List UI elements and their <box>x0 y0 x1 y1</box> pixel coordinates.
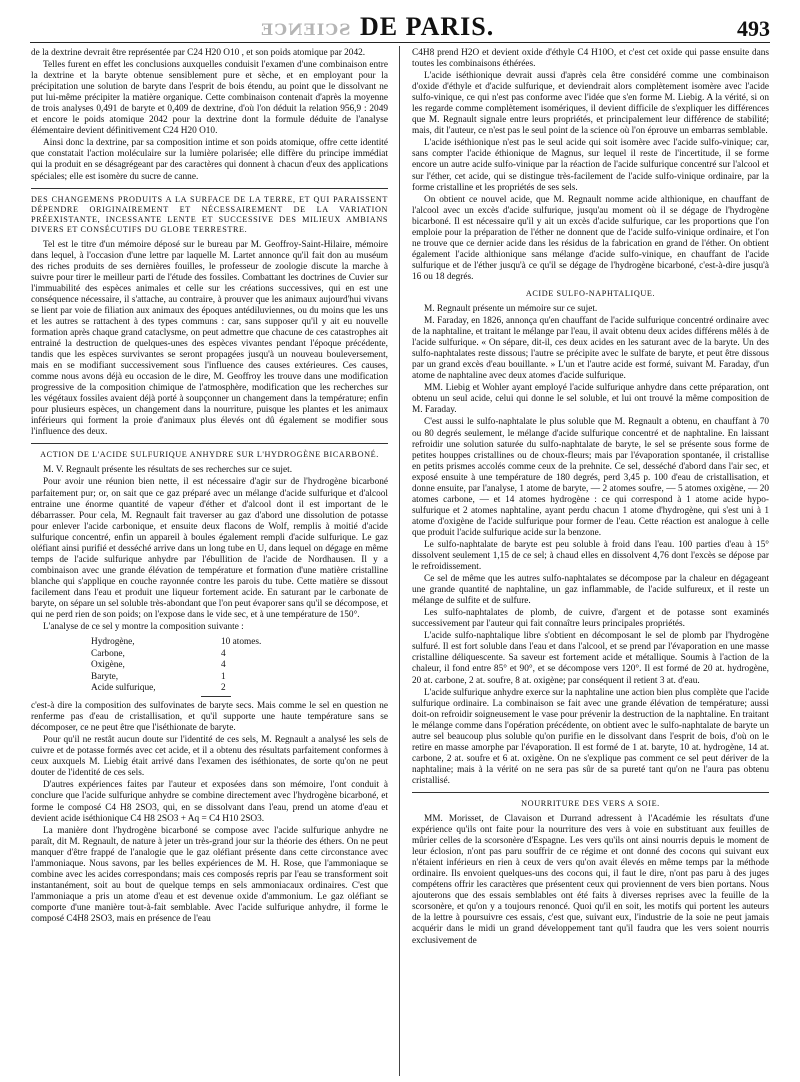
paragraph: La manière dont l'hydrogène bicarboné se compose avec l'acide sulfurique anhydre ne paraît, dit M. Regnault, de nature à jeter un très-grand jour sur la théorie des éthers. On ne peut manquer d'être frappé de l'analogie que le gaz oléfiant présente dans cette circonstance avec l'ammoniaque. Nous savons, par les belles expériences de M. H. Rose, que l'ammoniaque se combine avec les acides correspondans; mais ces composés repris par l'eau se transforment soit instantanément, soit au bout de quelque temps en sels ammoniacaux ordinaires. C'est que l'ammoniaque a pris un atome d'eau et est devenue oxide d'ammonium. Le gaz oléfiant se comporte d'une manière tout-à-fait semblable. Avec l'acide sulfurique anhydre, il forme le composé C4H8 2SO3, mais en présence de l'eau <box>31 825 388 924</box>
paragraph: L'acide sulfurique anhydre exerce sur la naphtaline une action bien plus complète que l'acide sulfurique ordinaire. La combinaison se fait avec une grande élévation de température; aussi doit-on refroidir soigneusement le vase pour prévenir la destruction de la naphtaline. En traitant le mélange comme dans l'opération précédente, on obtient avec le sulfo-naphtalate de baryte un autre sel beaucoup plus soluble qu'on purifie en le dissolvant dans l'esprit de bois, d'où on le retire en masse amorphe par l'évaporation. Il est formé de 1 at. baryte, 10 at. hydrogène, 14 at. carbone, 2 at. soufre et 6 at. oxigène. On ne s'explique pas comment ce sel peut dériver de la naphtaline; mais à la vérité on ne sera pas sûr de sa pureté tant qu'on ne l'aura pas obtenu cristallisé. <box>412 687 769 786</box>
paragraph: L'acide iséthionique n'est pas le seul acide qui soit isomère avec l'acide sulfo-vinique; car, sans compter l'acide éthionique de Magnus, sur lequel il reste de l'incertitude, il se forme encore un autre acide sulfo-vinique par la réaction de l'acide sulfurique concentré sur l'alcool et sur l'éther, cet acide, qui se distingue très-facilement de l'acide sulfo-vinique ordinaire, par la forme cristalline et les propriétés de ses sels. <box>412 138 769 193</box>
element-name: Carbone, <box>91 648 125 659</box>
element-value: 4 <box>221 648 226 659</box>
paragraph: L'acide iséthionique devrait aussi d'après cela être considéré comme une combinaison d'oxide d'éthyle et d'acide sulfurique, et deviendrait alors complètement isomère avec l'acide sulfo-vinique, ce qui n'est pas conforme avec l'idée que s'en forme M. Liebig. A la vérité, si on les regarde comme complètement isomériques, il devient difficile de s'expliquer les différences que M. Regnault signale entre leurs propriétés, et principalement leur différence de stabilité; mais, dit l'auteur, ce n'est pas le seul point de la science où l'on éprouve un embarras semblable. <box>412 71 769 137</box>
paragraph: MM. Morisset, de Clavaison et Durrand adressent à l'Académie les résultats d'une expérience qu'ils ont faite pour la nourriture des vers à voie en substituant aux feuilles de mûrier celles de la scorsonère d'Espagne. Les vers qu'ils ont ainsi nourris depuis le moment de leur éclosion, n'ont pas paru souffrir de ce régime et ont donné des cocons qui suivant eux n'étaient inférieurs en rien à ceux de vers qu'on avait élevés en même temps par la méthode ordinaire. Ils envoient quelques-uns des cocons qui, il faut le dire, n'ont pas paru à des juges compétens offrir les caractères que présentent ceux qui proviennent de vers bien portans. Nous ajouterons que des essais semblables ont été faits à diverses reprises avec la feuille de la scorsonère, et qu'on y a toujours renoncé. Quoi qu'il en soit, les motifs qui portent les auteurs de la lettre à poursuivre ces essais, c'est que, suivant eux, l'industrie de la soie ne peut jamais acquérir dans le midi un grand développement tant qu'il faudra que les vers soient nourris exclusivement de <box>412 814 769 946</box>
paragraph: Pour avoir une réunion bien nette, il est nécessaire d'agir sur de l'hydrogène bicarboné parfaitement pur; or, on sait que ce gaz préparé avec un mélange d'acide sulfurique et d'alcool entraine une énorme quantité de vapeur d'éther et d'alcool dont il est important de le débarrasser. Pour cela, M. Regnault fait traverser au gaz d'abord une dissolution de potasse pour enlever l'acide carbonique, et ensuite deux flacons de Wolf, remplis à moitié d'acide sulfurique concentré, enfin un appareil à boules également rempli d'acide sulfurique. Le gaz oléfiant ainsi purifié et desséché arrive dans un long tube en U, dans lequel on dégage en même temps de l'acide sulfurique anhydre par l'ébullition de l'acide de Nordhausen. Il y a combinaison avec une grande élévation de température et formation d'une matière cristalline blanche qui s'applique en couche rayonnée contre les parois du tube. Cette matière se dissout facilement dans l'eau et produit une liqueur fortement acide. En saturant par le carbonate de baryte, on sépare un sel soluble très-abondant que l'on peut évaporer sans qu'il se décompose, et qui ne perd rien de son poids; on l'expose dans le vide sec, et à une température de 150°. <box>31 477 388 621</box>
paragraph: M. V. Regnault présente les résultats de ses recherches sur ce sujet. <box>43 465 293 476</box>
paragraph: Tel est le titre d'un mémoire déposé sur le bureau par M. Geoffroy-Saint-Hilaire, mémoire dans lequel, à l'occasion d'une lettre par laquelle M. Lartet annonce qu'il fait don au muséum des riches produits de ses dernières fouilles, le professeur de zoologie discute la marche à suivre pour tirer le meilleur parti de l'étude des fossiles. Combattant les doctrines de Cuvier sur l'immuabilité des espèces animales et celle sur les créations successives, qui en est une conséquence nécessaire, il s'attache, au contraire, à prouver que les animaux aujourd'hui vivans se lient par voie de filiation aux animaux des époques antédiluviennes, ou du moins que les uns et les autres se rattachent à des types communs : car, sans supposer qu'il y ait eu nouvelle formation après chaque grand cataclysme, on peut admettre que chacune de ces catastrophes ait entrainé la destruction de quelques-unes des espèces vivantes pendant l'époque précédente, tandis que les espèces survivantes se seront propagées jusqu'à un nouveau bouleversement, mais en se modifiant successivement sous l'influence des causes extérieures. Ces causes, comme nous avons déjà eu occasion de le dire, M. Geoffroy les trouve dans une modification progressive de la composition chimique de l'atmosphère, modification que les recherches sur les végétaux fossiles avaient déjà porté à soupçonner un changement dans la température; enfin pour plusieurs espèces, un changement dans la nourriture, puisque les plantes et les animaux inférieurs qui forment la proie d'animaux plus élevés ont dû également se modifier sous l'influence des deux. <box>31 239 388 438</box>
composition-row <box>91 683 311 695</box>
element-value: 1 <box>221 671 226 682</box>
element-name: Hydrogène, <box>91 637 135 648</box>
paragraph: On obtient ce nouvel acide, que M. Regnault nomme acide althionique, en chauffant de l'alcool avec un excès d'acide sulfurique, jusqu'au moment où il se dégage de l'hydrogène bicarboné. Il est nécessaire qu'il y ait un excès d'acide sulfurique, car les proportions que l'on emploie pour la préparation de l'éther ne donnent que de l'acide sulfo-vinique ordinaire, et l'on ne trouve que ce dernier acide dans les résidus de la fabrication en grand de l'éther. On obtient également l'acide althionique sans mélange d'acide sulfo-vinique, en chauffant de l'acide sulfurique et de l'éther jusqu'à ce qu'il se dégage de l'hydrogène bicarboné, c'est-à-dire jusqu'à 16 ou 18 degrés. <box>412 194 769 282</box>
section-separator <box>412 792 769 793</box>
header-rule <box>30 42 770 43</box>
section-separator <box>31 188 388 189</box>
paragraph: Les sulfo-naphtalates de plomb, de cuivre, d'argent et de potasse sont examinés successivement par l'auteur qui fait connaître leurs principales propriétés. <box>412 608 769 630</box>
paragraph: de la dextrine devrait être représentée par C24 H20 O10 , et son poids atomique par 2042. <box>31 48 366 58</box>
running-title: DE PARIS. <box>360 12 495 41</box>
left-column <box>31 48 388 1076</box>
section-heading: DES CHANGEMENS PRODUITS A LA SURFACE DE LA TERRE, ET QUI PARAISSENT DÉPENDRE ORIGINAIREMENT ET NÉCESSAIREMENT DE LA VARIATION PRÉEXISTANTE, INCESSANTE LENTE ET SUCCESSIVE DES MILIEUX AMBIANS DIVERS ET CONSÉCUTIFS DU GLOBE TERRESTRE. <box>31 194 388 234</box>
paragraph: M. Faraday, en 1826, annonça qu'en chauffant de l'acide sulfurique concentré ordinaire avec de la naphtaline, et traitant le mélange par l'eau, il avait obtenu deux acides différens mêlés à de l'acide sulfurique. « On sépare, dit-il, ces deux acides en les saturant avec de la baryte. Un des sulfo-naphtalates reste dissous; l'autre se précipite avec le sulfate de baryte, et peut être dissous par un grand excès d'eau bouillante. » L'un et l'autre acide est formé, suivant M. Faraday, d'un atome de naphtaline avec deux atomes d'acide sulfurique. <box>412 316 769 382</box>
element-name: Acide sulfurique, <box>91 683 156 694</box>
composition-row <box>91 660 311 672</box>
page-number: 493 <box>737 16 770 41</box>
paragraph: c'est-à dire la composition des sulfovinates de baryte secs. Mais comme le sel en question ne renferme pas d'eau de cristallisation, et qu'il supporte une haute température sans se décomposer, ce ne peut être que l'iséthionate de baryte. <box>31 701 388 734</box>
paragraph: Ce sel de même que les autres sulfo-naphtalates se décompose par la chaleur en dégageant une grande quantité de naphtaline, un gaz inflammable, de l'acide sulfureux, et il reste un mélange de sulfite et de sulfure. <box>412 574 769 607</box>
paragraph: L'acide sulfo-naphtalique libre s'obtient en décomposant le sel de plomb par l'hydrogène sulfuré. Il est fort soluble dans l'eau et dans l'alcool, et se prend par l'évaporation en une masse cristalline déliquescente. Sa saveur est fortement acide et métallique. Soumis à l'action de la chaleur, il fond entre 85° et 90°, et se décompose vers 120°. Il est formé de 20 at. hydrogène, 20 at. carbone, 2 at. soufre, 8 at. oxigène; par conséquent il retient 3 at. d'eau. <box>412 631 769 686</box>
element-value: 2 <box>221 683 226 694</box>
total-rule <box>201 696 231 697</box>
paragraph: MM. Liebig et Wohler ayant employé l'acide sulfurique anhydre dans cette préparation, ont obtenu un seul acide, celui qui donne le sel soluble, et lui ont trouvé la même composition de M. Faraday. <box>412 383 769 416</box>
element-value: 4 <box>221 660 226 671</box>
section-heading: ACIDE SULFO-NAPHTALIQUE. <box>525 288 656 298</box>
element-name: Oxigène, <box>91 660 125 671</box>
element-value: 10 atomes. <box>221 637 262 648</box>
paragraph: C4H8 prend H2O et devient oxide d'éthyle C4 H10O, et c'est cet oxide qui passe ensuite dans toutes les combinaisons éthérées. <box>412 48 769 70</box>
right-column <box>412 48 769 1076</box>
element-name: Baryte, <box>91 671 119 682</box>
composition-row <box>91 672 311 684</box>
column-divider <box>399 46 400 1076</box>
paragraph: C'est aussi le sulfo-naphtalate le plus soluble que M. Regnault a obtenu, en chauffant à 70 ou 80 degrés seulement, le mélange d'acide sulfurique concentré et de naphtaline. En laissant refroidir une solution saturée du sulfo-naphtalate de baryte, le sel se présente sous forme de petites houppes cristallines ou de choux-fleurs; mais par l'évaporation spontanée, il cristallise en petits prismes accolés comme ceux de la prehnite. Ce sel, desséché d'abord dans l'air sec, et exposé ensuite à une température de 180 degrés, perd 3,45 p. 100 d'eau de cristallisation, et donne ensuite, par l'analyse, 1 atome de baryte, — 2 atomes soufre, — 5 atomes oxigène, — 20 atomes carbone, — et 14 atomes hydrogène : ce qui correspond à 1 atome acide hypo-sulfurique et 2 atomes naphtaline, ayant perdu chacun 1 atome d'hydrogène, qui s'est uni à 1 atome d'oxigène de l'acide sulfurique pour former de l'eau. Cette réaction est analogue à celle que produit l'acide sulfurique acide sur la benzone. <box>412 417 769 538</box>
paragraph: L'analyse de ce sel y montre la composition suivante : <box>43 622 244 633</box>
composition-row <box>91 649 311 661</box>
section-heading: NOURRITURE DES VERS A SOIE. <box>521 799 660 808</box>
paragraph: D'autres expériences faites par l'auteur et exposées dans son mémoire, l'ont conduit à conclure que l'acide sulfurique anhydre se combine directement avec l'hydrogène bicarboné, et forme le composé C4 H8 2SO3, qui, en se dissolvant dans l'eau, prend un atome d'eau et devient acide iséthionique C4 H8 2SO3 + Aq = C4 H10 2SO3. <box>31 780 388 824</box>
composition-row <box>91 637 311 649</box>
paragraph: M. Regnault présente un mémoire sur ce sujet. <box>424 303 598 314</box>
composition-table <box>91 637 311 697</box>
bleed-through-text: SCIENCE <box>260 20 351 39</box>
paragraph: Telles furent en effet les conclusions auxquelles conduisit l'examen d'une combinaison entre la dextrine et la baryte obtenue sensiblement pure et sèche, et en employant pour la précipitation une solution de baryte dans l'esprit de bois étendu, au point que le dissolvant ne put lui-même précipiter la matière organique. Cette combinaison contenait d'après la moyenne de trois analyses 0,491 de baryte et 0,409 de dextrine, d'où l'on déduit la relation 956,9 : 2049 et encore le poids atomique 2042 pour la dextrine dont la formule déduite de l'analyse élémentaire devient définitivement C24 H20 O10. <box>31 60 388 137</box>
paragraph: Ainsi donc la dextrine, par sa composition intime et son poids atomique, offre cette identité que constatait l'action moléculaire sur la lumière polarisée; elle diffère du principe immédiat qui la produit en se désagrégeant par des caractères qui donnent à chacun d'eux des applications spéciales; elle est isomère du sucre de canne. <box>31 138 388 182</box>
section-heading: ACTION DE L'ACIDE SULFURIQUE ANHYDRE SUR L'HYDROGÈNE BICARBONÉ. <box>40 450 379 460</box>
section-separator <box>31 443 388 444</box>
page-header <box>30 8 770 42</box>
paragraph: Pour qu'il ne restât aucun doute sur l'identité de ces sels, M. Regnault a analysé les sels de cuivre et de potasse formés avec cet acide, et il a obtenu des résultats parfaitement conformes à ceux auxquels M. Liebig était arrivé dans l'examen des iséthionates, de sorte qu'on ne peut douter de l'identité de ces sels. <box>31 735 388 779</box>
paragraph: Le sulfo-naphtalate de baryte est peu soluble à froid dans l'eau. 100 parties d'eau à 15° dissolvent seulement 1,15 de ce sel; à chaud elles en dissolvent 4,76 dont l'excès se dépose par le refroidissement. <box>412 539 769 573</box>
